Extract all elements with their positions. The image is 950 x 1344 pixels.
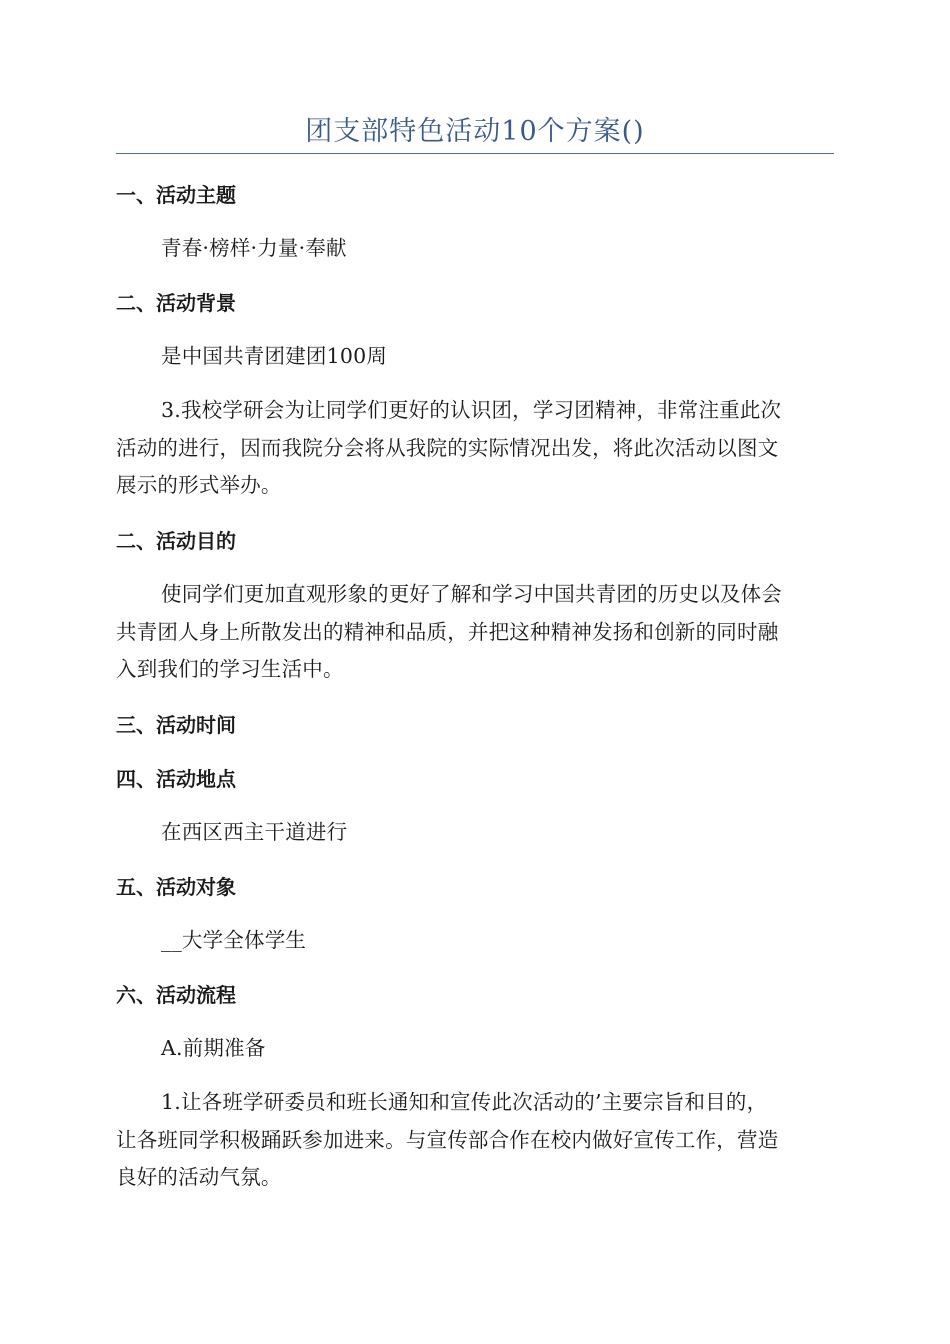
paragraph-line: 让各班同学积极踊跃参加进来。与宣传部合作在校内做好宣传工作，营造 [116,1127,779,1152]
paragraph-line: 1.让各班学研委员和班长通知和宣传此次活动的’主要宗旨和目的， [161,1090,768,1114]
section-heading-location: 四、活动地点 [116,767,236,791]
paragraph-line: 良好的活动气氛。 [116,1165,282,1189]
purpose-paragraph [116,576,834,689]
paragraph-line: 青春·榜样·力量·奉献 [161,236,347,260]
section-heading-process: 六、活动流程 [116,983,236,1007]
paragraph-line: 是中国共青团建团100周 [161,344,388,368]
section-heading-theme: 一、活动主题 [116,183,236,207]
section-heading-target: 五、活动对象 [116,875,236,899]
target-text [116,922,834,960]
theme-text [116,230,834,268]
section-heading-time: 三、活动时间 [116,713,236,737]
background-paragraph [116,392,834,505]
paragraph-line: 共青团人身上所散发出的精神和品质，并把这种精神发扬和创新的同时融 [116,619,779,644]
section-heading-purpose: 二、活动目的 [116,529,236,553]
paragraph-line: 展示的形式举办。 [116,473,282,497]
location-text [116,814,834,852]
paragraph-line: 3.我校学研会为让同学们更好的认识团，学习团精神，非常注重此次 [161,398,782,422]
paragraph-line: 在西区西主干道进行 [161,820,348,844]
paragraph-line: 活动的进行，因而我院分会将从我院的实际情况出发，将此次活动以图文 [116,435,779,460]
paragraph-line: __大学全体学生 [161,928,307,952]
section-heading-background: 二、活动背景 [116,291,236,315]
paragraph-line: 使同学们更加直观形象的更好了解和学习中国共青团的历史以及体会 [161,582,782,606]
document-title: 团支部特色活动10个方案() [305,116,645,147]
title-underline [116,153,834,154]
process-paragraph [116,1084,834,1197]
background-text [116,338,834,376]
paragraph-line: A.前期准备 [161,1036,266,1060]
process-subheading [116,1030,834,1068]
paragraph-line: 入到我们的学习生活中。 [116,657,344,681]
